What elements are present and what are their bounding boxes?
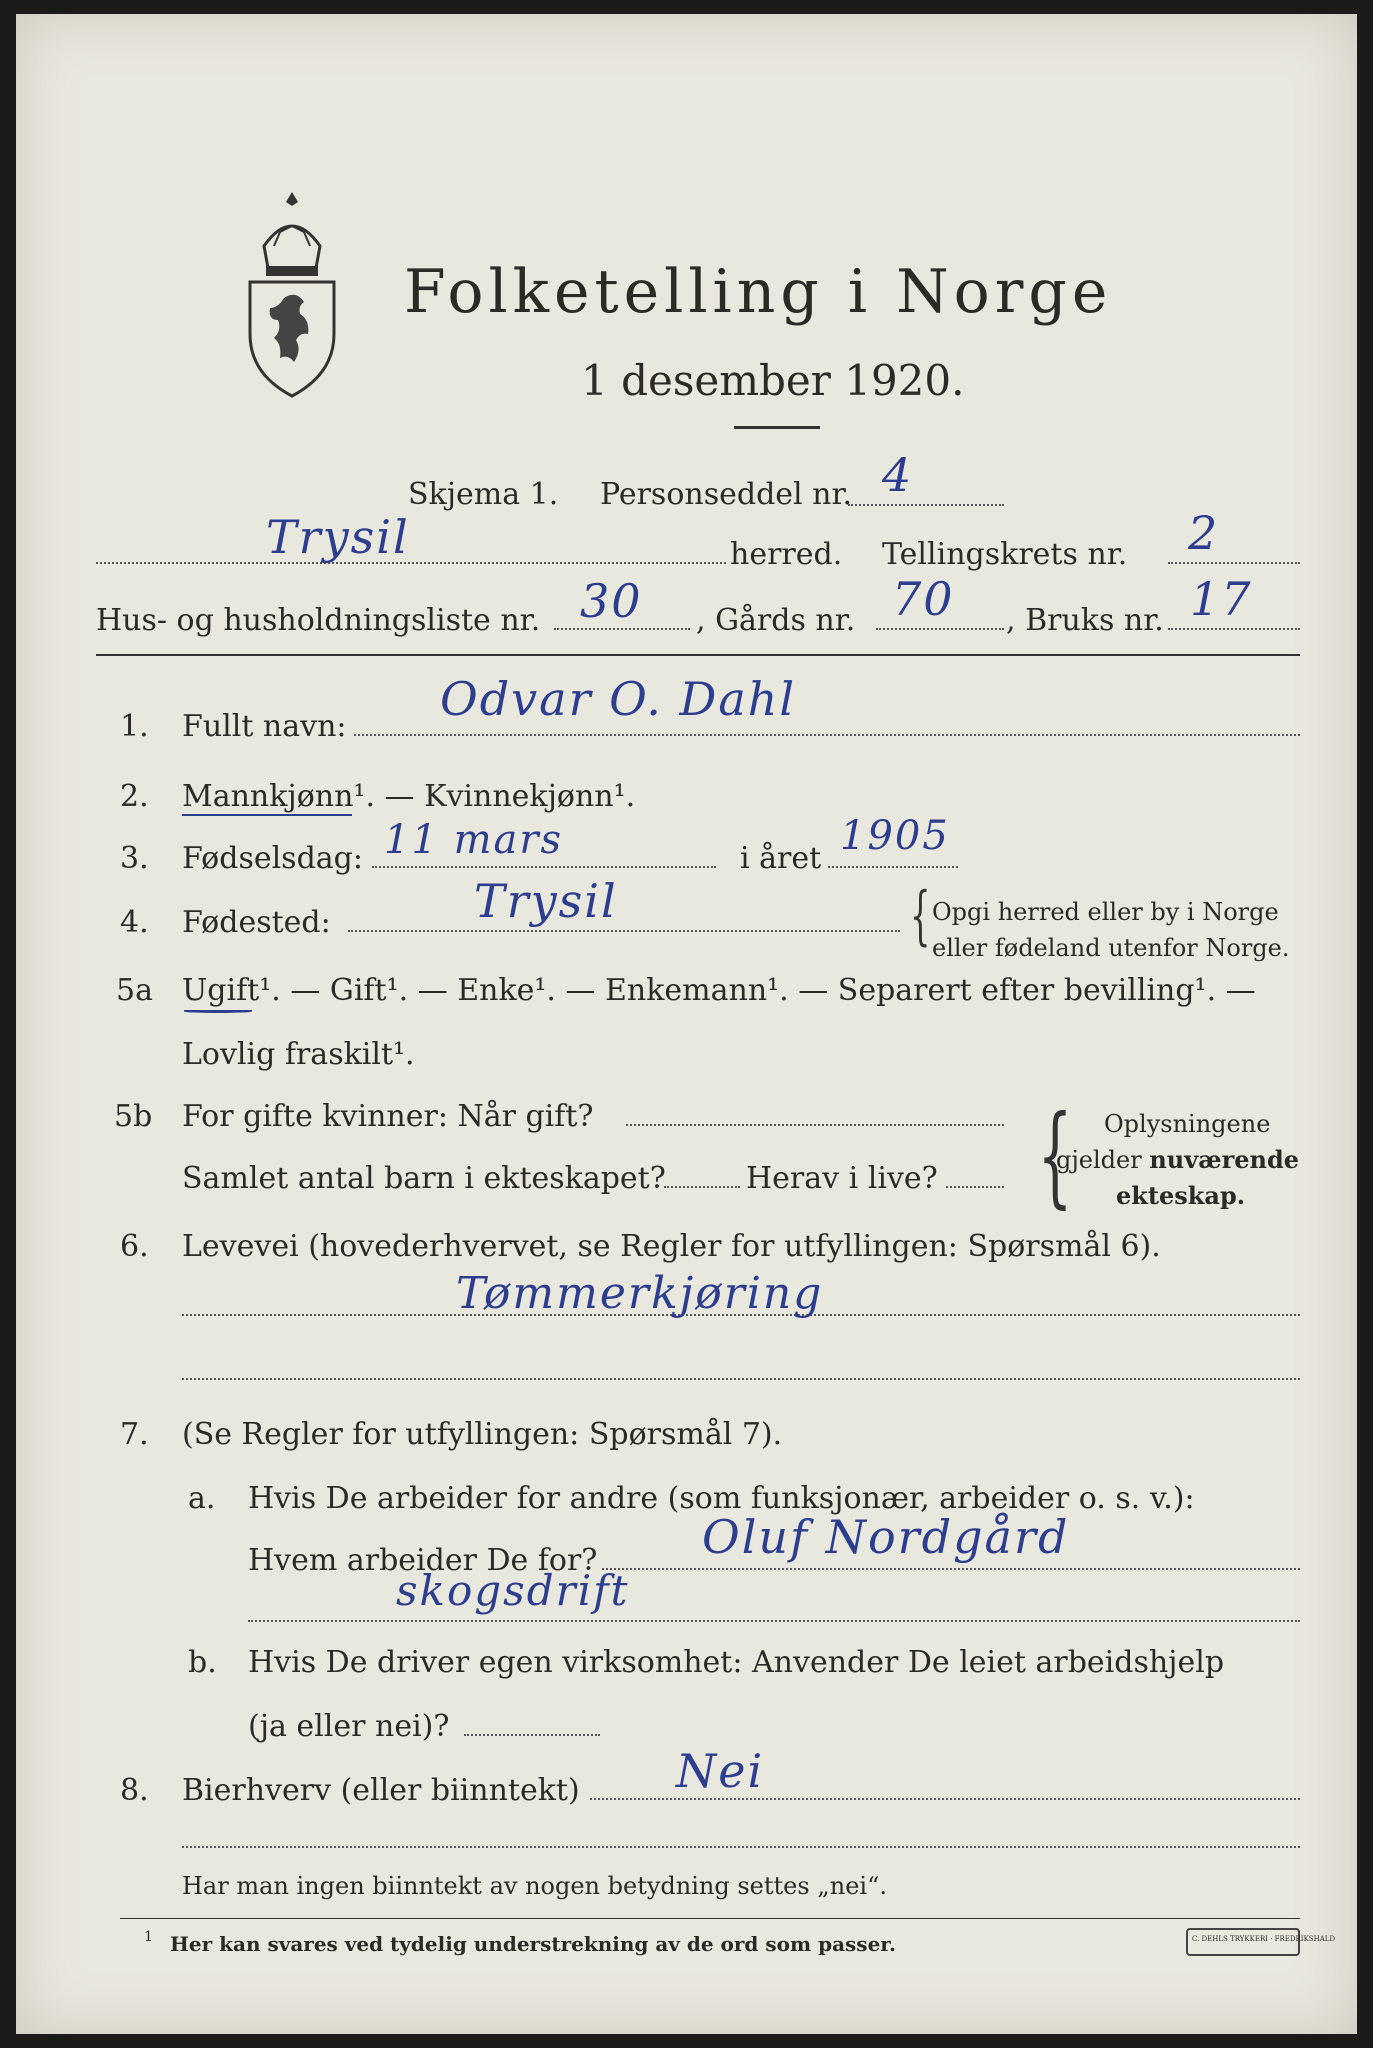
husliste-line — [554, 628, 690, 630]
tellingskrets-line — [1168, 562, 1300, 564]
q5a-line1: Ugift¹. — Gift¹. — Enke¹. — Enkemann¹. — Separert efter bevilling¹. — — [182, 973, 1256, 1008]
q4-note-line2: eller fødeland utenfor Norge. — [932, 934, 1290, 962]
herred-line — [96, 562, 726, 564]
tellingskrets-label: Tellingskrets nr. — [882, 537, 1128, 572]
q2-label: Mannkjønn¹. — Kvinnekjønn¹. — [182, 779, 636, 814]
q5a-line2: Lovlig fraskilt¹. — [182, 1037, 415, 1072]
q8-line2 — [182, 1846, 1300, 1848]
q8-value: Nei — [676, 1744, 765, 1798]
q3-number: 3. — [120, 841, 149, 876]
bruks-label: , Bruks nr. — [1006, 603, 1164, 638]
q4-line — [348, 930, 900, 932]
footer-note: Har man ingen biinntekt av nogen betydning settes „nei“. — [182, 1872, 887, 1900]
q1-number: 1. — [120, 709, 149, 744]
q3-line — [372, 866, 716, 868]
q7a-value2: skogsdrift — [396, 1566, 630, 1615]
q5b-note-line3: ekteskap. — [1116, 1181, 1246, 1210]
q3-year-line — [828, 866, 958, 868]
bruks-line — [1168, 628, 1300, 630]
q6-line2 — [182, 1378, 1300, 1380]
gards-value: 70 — [892, 572, 955, 626]
title-divider — [734, 426, 820, 429]
q7-number: 7. — [120, 1417, 149, 1452]
q6-number: 6. — [120, 1229, 149, 1264]
census-form-page — [16, 14, 1357, 2034]
q1-label: Fullt navn: — [182, 709, 347, 744]
q5b-line2: Samlet antal barn i ekteskapet? — [182, 1161, 666, 1196]
q7b-line — [464, 1734, 600, 1736]
q7-label: (Se Regler for utfyllingen: Spørsmål 7). — [182, 1417, 783, 1452]
header-divider — [96, 654, 1300, 656]
q4-brace: { — [910, 879, 931, 953]
q7a-line-extra — [248, 1620, 1300, 1622]
footnote-mark: 1 — [144, 1929, 153, 1945]
q5b-alive-line — [946, 1186, 1004, 1188]
gards-line — [876, 628, 1004, 630]
footer-divider — [120, 1918, 1300, 1919]
q8-number: 8. — [120, 1773, 149, 1808]
q2-number: 2. — [120, 779, 149, 814]
q1-line — [354, 734, 1300, 736]
personseddel-line — [848, 504, 1004, 506]
q7b-line2: (ja eller nei)? — [248, 1709, 450, 1744]
q5b-brace: { — [1037, 1091, 1073, 1219]
q2-underline-mark — [182, 814, 352, 816]
q7a-letter: a. — [188, 1481, 216, 1516]
husliste-value: 30 — [580, 574, 643, 628]
q5a-underline-mark — [184, 1010, 252, 1013]
q3-value: 11 mars — [384, 817, 564, 863]
q7b-line1: Hvis De driver egen virksomhet: Anvender De leiet arbeidshjelp — [248, 1645, 1225, 1680]
q8-label: Bierhverv (eller biinntekt) — [182, 1773, 580, 1808]
q6-value: Tømmerkjøring — [456, 1268, 824, 1319]
q6-label: Levevei (hovederhvervet, se Regler for utfyllingen: Spørsmål 6). — [182, 1229, 1161, 1264]
norwegian-coat-of-arms-icon — [244, 186, 340, 398]
personseddel-label: Personseddel nr. — [600, 477, 853, 512]
personseddel-value: 4 — [882, 448, 914, 502]
q5b-note-line2b: nuværende — [1149, 1145, 1300, 1174]
printer-stamp-text: C. DEHLS TRYKKERI · FREDRIKSHALD — [1192, 1935, 1336, 1943]
q8-line — [590, 1798, 1300, 1800]
q5b-number: 5b — [114, 1099, 153, 1134]
q5b-line2b: Herav i live? — [746, 1161, 938, 1196]
husliste-label: Hus- og husholdningsliste nr. — [96, 603, 541, 638]
tellingskrets-value: 2 — [1188, 506, 1220, 560]
footnote-text: Her kan svares ved tydelig understrekning av de ord som passer. — [170, 1932, 896, 1956]
q4-note-line1: Opgi herred eller by i Norge — [932, 898, 1279, 926]
census-date: 1 desember 1920. — [581, 356, 965, 405]
form-title: Folketelling i Norge — [404, 257, 1113, 327]
q1-value: Odvar O. Dahl — [440, 672, 797, 726]
q4-number: 4. — [120, 905, 149, 940]
q5b-married-line — [626, 1124, 1004, 1126]
schema-label: Skjema 1. — [408, 477, 559, 512]
bruks-value: 17 — [1190, 572, 1253, 626]
herred-value: Trysil — [266, 510, 410, 564]
q4-label: Fødested: — [182, 905, 331, 940]
q5b-children-line — [664, 1186, 740, 1188]
q5a-number: 5a — [116, 973, 153, 1008]
q5b-note-line2a: gjelder — [1056, 1146, 1150, 1174]
printer-stamp — [1186, 1928, 1336, 1956]
q7a-line1: Hvis De arbeider for andre (som funksjonær, arbeider o. s. v.): — [248, 1481, 1195, 1516]
q7b-letter: b. — [188, 1645, 217, 1680]
q3-label: Fødselsdag: — [182, 841, 363, 876]
q7a-line — [602, 1568, 1300, 1570]
herred-label: herred. — [730, 537, 843, 572]
q5b-note-line1: Oplysningene — [1104, 1110, 1271, 1138]
q5b-line1: For gifte kvinner: Når gift? — [182, 1099, 594, 1134]
q7a-line2: Hvem arbeider De for? — [248, 1543, 598, 1578]
gards-label: , Gårds nr. — [696, 603, 856, 638]
q5b-note-line2 — [1056, 1145, 1300, 1174]
q7a-value1: Oluf Nordgård — [702, 1510, 1070, 1564]
q4-value: Trysil — [474, 874, 618, 928]
q3-year-label: i året — [740, 841, 822, 876]
q3-year-value: 1905 — [840, 813, 950, 859]
